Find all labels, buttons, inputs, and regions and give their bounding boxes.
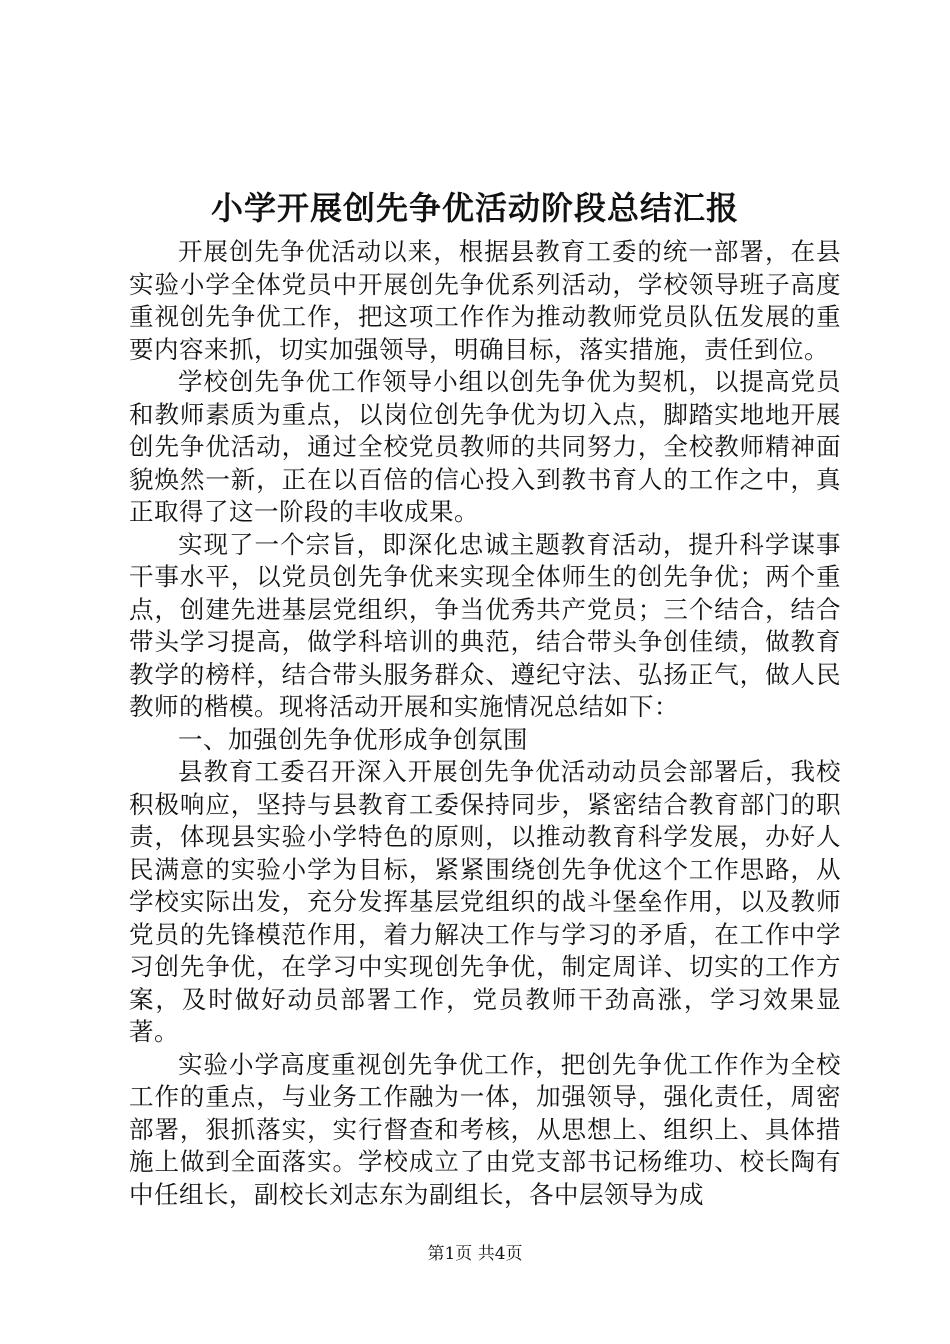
page-number-footer: 第1页 共4页 [427,1244,523,1264]
paragraph-implementation: 实验小学高度重视创先争优工作，把创先争优工作作为全校工作的重点，与业务工作融为一体，加强领导，强化责任，周密部署，狠抓落实，实行督查和考核，从思想上、组织上、具体措施上做到全面落实。学校成立了由党支部书记杨维功、校长陶有中任组长，副校长刘志东为副组长，各中层领导为成 [129,1049,841,1209]
section-heading-1: 一、加强创先争优形成争创氛围 [178,724,528,754]
paragraph-deployment: 县教育工委召开深入开展创先争优活动动员会部署后，我校积极响应，坚持与县教育工委保持同步，紧密结合教育部门的职责，体现县实验小学特色的原则，以推动教育科学发展，办好人民满意的实验小学为目标，紧紧围绕创先争优这个工作思路，从学校实际出发，充分发挥基层党组织的战斗堡垒作用，以及教师党员的先锋模范作用，着力解决工作与学习的矛盾，在工作中学习创先争优，在学习中实现创先争优，制定周详、切实的工作方案，及时做好动员部署工作，党员教师干劲高涨，学习效果显著。 [129,757,841,1046]
paragraph-leadership-group: 学校创先争优工作领导小组以创先争优为契机，以提高党员和教师素质为重点，以岗位创先争优为切入点，脚踏实地地开展创先争优活动，通过全校党员教师的共同努力，全校教师精神面貌焕然一新，正在以百倍的信心投入到教书育人的工作之中，真正取得了这一阶段的丰收成果。 [129,367,841,526]
paragraph-intro: 开展创先争优活动以来，根据县教育工委的统一部署，在县实验小学全体党员中开展创先争优系列活动，学校领导班子高度重视创先争优工作，把这项工作作为推动教师党员队伍发展的重要内容来抓，切实加强领导，明确目标，落实措施，责任到位。 [129,237,841,364]
paragraph-goals: 实现了一个宗旨，即深化忠诚主题教育活动，提升科学谋事干事水平，以党员创先争优来实现全体师生的创先争优；两个重点，创建先进基层党组织，争当优秀共产党员；三个结合，结合带头学习提高，做学科培训的典范，结合带头争创佳绩，做教育教学的榜样，结合带头服务群众、遵纪守法、弘扬正气，做人民教师的楷模。现将活动开展和实施情况总结如下： [129,529,841,721]
document-title: 小学开展创先争优活动阶段总结汇报 [210,189,739,227]
document-body [129,236,841,1211]
